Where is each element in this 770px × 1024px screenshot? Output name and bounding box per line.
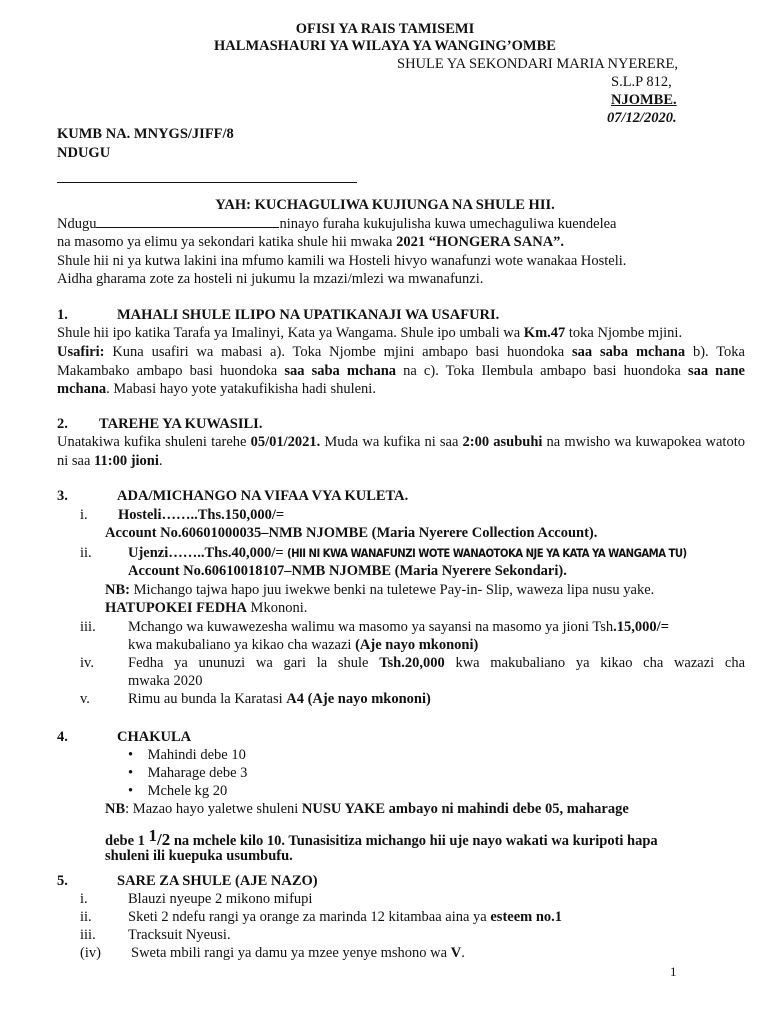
s3-teachers-contribution: Mchango wa kuwawezesha walimu wa masomo ya sayansi na masomo ya jioni Tsh.15,000/= <box>128 619 669 635</box>
name-blank <box>96 215 279 228</box>
intro-line-1: Ndugu ninayo furaha kukujulisha kuwa umechaguliwa kuendelea <box>57 216 617 232</box>
section-1-title: MAHALI SHULE ILIPO NA UPATIKANAJI WA USAFURI. <box>117 307 500 323</box>
s4-nb: NB: Mazao hayo yaletwe shuleni NUSU YAKE ambayo ni mahindi debe 05, maharage <box>105 801 629 817</box>
s3-iv-number: iv. <box>80 655 94 671</box>
section-5-number: 5. <box>57 873 68 889</box>
s3-paper-ream: Rimu au bunda la Karatasi A4 (Aje nayo mkononi) <box>128 691 431 707</box>
page-number: 1 <box>670 964 677 979</box>
s3-iii-number: iii. <box>80 619 96 635</box>
s3-nb: NB: Michango tajwa hapo juu iwekwe benki na tuletewe Pay-in- Slip, waweza lipa nusu yake. <box>105 582 655 598</box>
name-blank-line <box>57 182 357 183</box>
intro-line-3: Shule hii ni ya kutwa lakini ina mfumo kamili wa Hosteli hivyo wanafunzi wote wanakaa Hosteli. <box>57 253 627 269</box>
s3-ii-number: ii. <box>80 545 92 561</box>
subject-heading: YAH: KUCHAGULIWA KUJIUNGA NA SHULE HII. <box>215 197 555 213</box>
s3-v-number: v. <box>80 691 90 707</box>
uniform-item: Sketi 2 ndefu rangi ya orange za marinda 12 kitambaa aina ya esteem no.1 <box>128 909 563 925</box>
uniform-number: i. <box>80 891 88 907</box>
s1-line-1: Shule hii ipo katika Tarafa ya Imalinyi, Kata ya Wangama. Shule ipo umbali wa Km.47 toka Njombe mjini. <box>57 325 683 341</box>
section-3-number: 3. <box>57 488 68 504</box>
po-box: S.L.P 812, <box>611 74 672 90</box>
s2-line-2: ni saa 11:00 jioni. <box>57 453 163 469</box>
section-1-number: 1. <box>57 307 68 323</box>
uniform-item: Sweta mbili rangi ya damu ya mzee yenye mshono wa V. <box>131 945 465 961</box>
office-heading: OFISI YA RAIS TAMISEMI <box>295 21 475 37</box>
s3-nb-cash: HATUPOKEI FEDHA Mkononi. <box>105 600 308 616</box>
s3-hostel-fee: Hosteli……..Ths.150,000/= <box>118 507 285 523</box>
s1-line-3: Makambako ambapo basi huondoka saa saba mchana na c). Toka Ilembula ambapo basi huondoka saa nane <box>57 363 745 379</box>
uniform-item: Blauzi nyeupe 2 mikono mifupi <box>128 891 313 907</box>
s3-bus-fund: Fedha ya ununuzi wa gari la shule Tsh.20,000 kwa makubaliano ya kikao cha wazazi cha <box>128 655 746 671</box>
section-3-title: ADA/MICHANGO NA VIFAA VYA KULETA. <box>117 488 409 504</box>
reference-number: KUMB NA. MNYGS/JIFF/8 <box>57 126 234 142</box>
section-4-number: 4. <box>57 729 68 745</box>
food-item: • Mahindi debe 10 <box>128 747 246 763</box>
uniform-item: Tracksuit Nyeusi. <box>128 927 231 943</box>
uniform-number: iii. <box>80 927 96 943</box>
uniform-number: ii. <box>80 909 92 925</box>
intro-line-2: na masomo ya elimu ya sekondari katika shule hii mwaka 2021 “HONGERA SANA”. <box>57 234 565 250</box>
s3-teachers-contribution-2: kwa makubaliano ya kikao cha wazazi (Aje nayo mkononi) <box>128 637 479 653</box>
s2-line-1: Unatakiwa kufika shuleni tarehe 05/01/2021. Muda wa kufika ni saa 2:00 asubuhi na mwisho wa kuwapokea watoto <box>57 434 745 450</box>
town: NJOMBE. <box>611 92 677 108</box>
s4-nb-2: debe 1 $^1$/2 na mchele kilo 10. Tunasisitiza michango hii uje nayo wakati wa kuripoti hapa <box>105 826 658 849</box>
food-item: • Mchele kg 20 <box>128 783 228 799</box>
food-item: • Maharage debe 3 <box>128 765 248 781</box>
s1-line-2: Usafiri: Kuna usafiri wa mabasi a). Toka Njombe mjini ambapo basi huondoka saa saba mchana b). Toka <box>57 344 745 360</box>
council-heading: HALMASHAURI YA WILAYA YA WANGING’OMBE <box>214 38 556 54</box>
s3-bus-fund-2: mwaka 2020 <box>128 673 203 689</box>
s3-hostel-account: Account No.60601000035–NMB NJOMBE (Maria Nyerere Collection Account). <box>105 525 598 541</box>
intro-line-4: Aidha gharama zote za hosteli ni jukumu la mzazi/mlezi wa mwanafunzi. <box>57 271 484 287</box>
school-address: SHULE YA SEKONDARI MARIA NYERERE, <box>397 56 679 72</box>
s4-nb-3: shuleni ili kuepuka usumbufu. <box>105 848 293 864</box>
date: 07/12/2020. <box>607 110 677 126</box>
s1-line-4: mchana. Mabasi hayo yote yatakufikisha hadi shuleni. <box>57 381 376 397</box>
section-4-title: CHAKULA <box>117 729 192 745</box>
s3-building-fee: Ujenzi……..Ths.40,000/= (HII NI KWA WANAFUNZI WOTE WANAOTOKA NJE YA KATA YA WANGAMA TU) <box>128 545 687 561</box>
uniform-number: (iv) <box>80 945 101 961</box>
section-2-number: 2. <box>57 416 68 432</box>
section-2-title: TAREHE YA KUWASILI. <box>99 416 263 432</box>
addressee: NDUGU <box>57 145 111 161</box>
section-5-title: SARE ZA SHULE (AJE NAZO) <box>117 873 318 889</box>
s3-i-number: i. <box>80 507 88 523</box>
s3-building-account: Account No.60610018107–NMB NJOMBE (Maria Nyerere Sekondari). <box>128 563 567 579</box>
